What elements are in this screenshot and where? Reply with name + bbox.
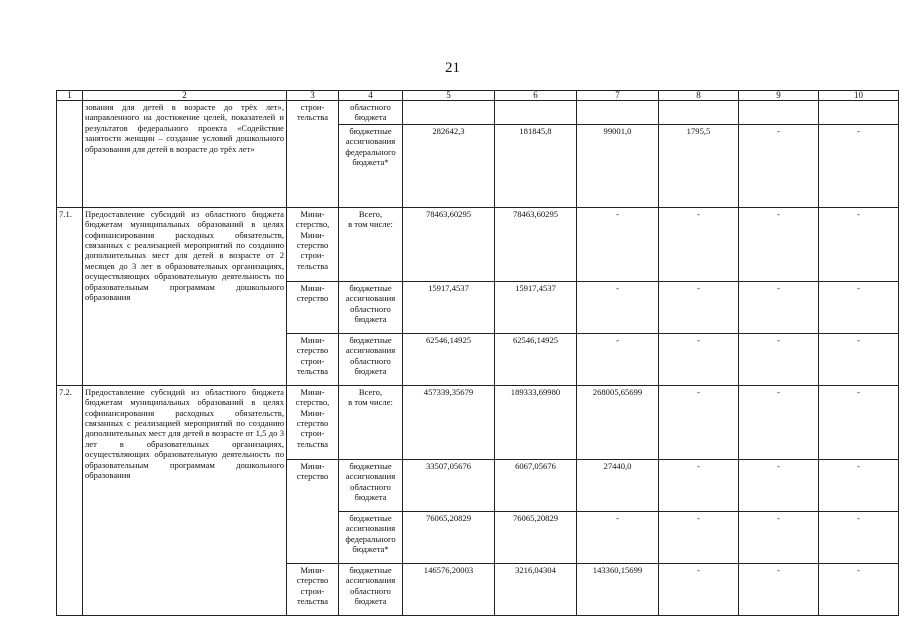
column-number-cell: 3 xyxy=(287,91,339,101)
column-number-cell: 10 xyxy=(819,91,899,101)
table-row xyxy=(57,207,899,281)
measure-description: Предоставление субсидий из областного бюджета бюджетам муниципальных образований в целях софинансирования расходных обязательств, связанных с реализацией мероприятий по созданию дополнительных мест для детей в возрасте от 2 месяцев до 3 лет в образовательных организациях, осуществляющих образовательную деятельность по образовательным программам дошкольного образования xyxy=(83,207,287,385)
amount-cell: 189333,69980 xyxy=(495,385,577,459)
amount-cell: - xyxy=(659,207,739,281)
amount-cell: - xyxy=(819,563,899,615)
amount-cell: 33507,05676 xyxy=(403,459,495,511)
amount-cell: 15917,4537 xyxy=(403,281,495,333)
amount-cell: 146576,20003 xyxy=(403,563,495,615)
measure-description: зования для детей в возрасте до трёх лет», направленного на достижение целей, показателей и результатов федерального проекта «Содействие занятости женщин – создание условий дошкольного образования для детей в возрасте до трёх лет» xyxy=(83,101,287,208)
amount-cell: 78463,60295 xyxy=(495,207,577,281)
amount-cell: 3216,04304 xyxy=(495,563,577,615)
column-number-cell: 2 xyxy=(83,91,287,101)
amount-cell: 143360,15699 xyxy=(577,563,659,615)
amount-cell: 6067,05676 xyxy=(495,459,577,511)
executor-cell: Мини- стерство, Мини- стерство строи- тельства xyxy=(287,385,339,459)
amount-cell: - xyxy=(577,511,659,563)
amount-cell: 76065,20829 xyxy=(403,511,495,563)
funding-source-cell: бюджетные ассигнования областного бюджета xyxy=(339,459,403,511)
amount-cell: 78463,60295 xyxy=(403,207,495,281)
executor-cell: Мини- стерство строи- тельства xyxy=(287,563,339,615)
amount-cell: 457339,35679 xyxy=(403,385,495,459)
amount-cell: 282642,3 xyxy=(403,124,495,207)
amount-cell: - xyxy=(659,281,739,333)
funding-source-cell: Всего, в том числе: xyxy=(339,207,403,281)
column-number-cell: 7 xyxy=(577,91,659,101)
funding-source-cell: областного бюджета xyxy=(339,101,403,125)
amount-cell: - xyxy=(819,281,899,333)
amount-cell: 1795,5 xyxy=(659,124,739,207)
amount-cell: - xyxy=(577,207,659,281)
amount-cell: - xyxy=(659,459,739,511)
item-code-cell: 7.2. xyxy=(57,385,83,615)
amount-cell: - xyxy=(659,563,739,615)
budget-table xyxy=(56,90,899,616)
page-number: 21 xyxy=(445,60,460,76)
column-number-cell: 1 xyxy=(57,91,83,101)
amount-cell: - xyxy=(739,124,819,207)
column-number-cell: 4 xyxy=(339,91,403,101)
amount-cell: 181845,8 xyxy=(495,124,577,207)
amount-cell: - xyxy=(819,511,899,563)
amount-cell: 27440,0 xyxy=(577,459,659,511)
amount-cell: - xyxy=(739,459,819,511)
amount-cell: 268005,65699 xyxy=(577,385,659,459)
amount-cell: 15917,4537 xyxy=(495,281,577,333)
column-number-row xyxy=(57,91,899,101)
funding-source-cell: бюджетные ассигнования федерального бюджета* xyxy=(339,124,403,207)
executor-cell: Мини- стерство строи- тельства xyxy=(287,333,339,385)
amount-cell: - xyxy=(819,333,899,385)
amount-cell: - xyxy=(739,281,819,333)
table-row xyxy=(57,385,899,459)
amount-cell: - xyxy=(577,333,659,385)
amount-cell: - xyxy=(739,333,819,385)
amount-cell: 62546,14925 xyxy=(495,333,577,385)
amount-cell: - xyxy=(739,385,819,459)
funding-source-cell: бюджетные ассигнования областного бюджета xyxy=(339,281,403,333)
executor-cell: строи- тельства xyxy=(287,101,339,208)
column-number-cell: 9 xyxy=(739,91,819,101)
amount-cell: - xyxy=(659,385,739,459)
amount-cell: - xyxy=(739,511,819,563)
amount-cell: - xyxy=(819,385,899,459)
column-number-cell: 5 xyxy=(403,91,495,101)
amount-cell: - xyxy=(819,124,899,207)
executor-cell: Мини- стерство, Мини- стерство строи- тельства xyxy=(287,207,339,281)
column-number-cell: 6 xyxy=(495,91,577,101)
amount-cell: - xyxy=(819,207,899,281)
amount-cell: - xyxy=(739,207,819,281)
column-number-cell: 8 xyxy=(659,91,739,101)
amount-cell: - xyxy=(659,511,739,563)
item-code-cell: 7.1. xyxy=(57,207,83,385)
amount-cell: - xyxy=(577,281,659,333)
funding-source-cell: бюджетные ассигнования федерального бюджета* xyxy=(339,511,403,563)
amount-cell: 99001,0 xyxy=(577,124,659,207)
amount-cell: - xyxy=(659,333,739,385)
funding-source-cell: бюджетные ассигнования областного бюджета xyxy=(339,333,403,385)
executor-cell: Мини- стерство xyxy=(287,459,339,563)
amount-cell: 62546,14925 xyxy=(403,333,495,385)
measure-description: Предоставление субсидий из областного бюджета бюджетам муниципальных образований в целях софинансирования расходных обязательств, связанных с реализацией мероприятий по созданию дополнительных мест для детей в возрасте от 1,5 до 3 лет в образовательных организациях, осуществляющих образовательную деятельность по образовательным программам дошкольного образования xyxy=(83,385,287,615)
funding-source-cell: бюджетные ассигнования областного бюджета xyxy=(339,563,403,615)
executor-cell: Мини- стерство xyxy=(287,281,339,333)
item-code-cell xyxy=(57,101,83,208)
table-row xyxy=(57,101,899,125)
amount-cell: - xyxy=(819,459,899,511)
amount-cell: 76065,20829 xyxy=(495,511,577,563)
amount-cell: - xyxy=(739,563,819,615)
funding-source-cell: Всего, в том числе: xyxy=(339,385,403,459)
